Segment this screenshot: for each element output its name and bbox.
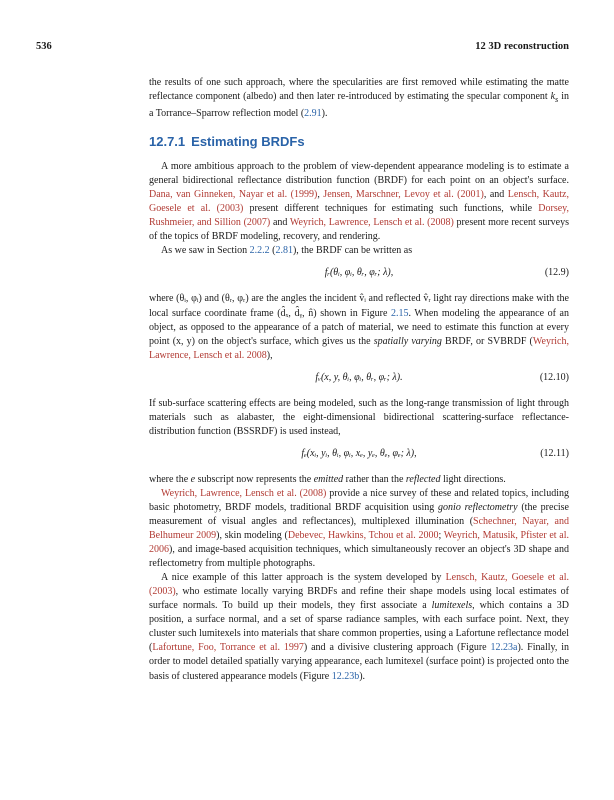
section-number: 12.7.1 — [149, 134, 186, 150]
citation-link[interactable]: Weyrich, Lawrence, Lensch et al. (2008) — [161, 487, 327, 499]
equation-12-10 — [149, 371, 569, 387]
citation-link[interactable]: Lensch, Kautz, Goesele et al. (2003) — [149, 189, 569, 215]
citation-link[interactable]: Dorsey, Rushmeier, and Sillion (2007) — [149, 203, 569, 229]
body-text — [149, 76, 569, 684]
paragraph-lumitexels: A nice example of this latter approach is the system developed by Lensch, Kautz, Goesele et al. (2003), who estimate locally varying BRDFs and refine their shape models using local estimates of surface normals. To build up their models, they first associate a lumitexels, which contains a 3D position, a surface normal, and a set of sparse radiance samples, with each surface point. Next, they cluster such lumitexels into materials that share common properties, using a Lafortune reflectance model (Lafortune, Foo, Torrance et al. 1997) and a divisive clustering approach (Figure 12.23a). Finally, in order to model detailed spatially varying appearance, each lumitexel (surface point) is projected onto the basis of clustered appearance models (Figure 12.23b). — [149, 572, 570, 682]
intro-paragraph: the results of one such approach, where the specularities are first removed while estimating the matte reflectance component (albedo) and then later re-introduced by estimating the specular component $k_s$ in a Torrance–Sparrow reflection model (2.91). — [149, 77, 569, 120]
paragraph-subscript: where the e subscript now represents the emitted rather than the reflected light directions. — [149, 473, 506, 485]
paragraph-svbrdf: where (θᵢ, φᵢ) and (θᵣ, φᵣ) are the angles the incident v̂ᵢ and reflected v̂ᵣ light ray directions make with the local surface coordinate frame (d̂ₓ, d̂ᵧ, n̂) shown in Figure 2.15. When modeling the appearance of an object, as opposed to the appearance of a patch of material, we need to estimate this function at every point (x, y) on the object's surface, which gives us the spatially varying BRDF, or SVBRDF (Weyrich, Lawrence, Lensch et al. 2008), — [149, 293, 569, 361]
figure-ref[interactable]: 12.23a — [490, 642, 518, 654]
citation-link[interactable]: Jensen, Marschner, Levoy et al. (2001) — [323, 189, 484, 201]
figure-ref[interactable]: 12.23b — [331, 670, 360, 682]
equation-ref[interactable]: 2.91 — [304, 108, 322, 120]
equation-formula: fᵣ(θᵢ, φᵢ, θᵣ, φᵣ; λ), — [324, 267, 394, 279]
equation-12-11 — [149, 447, 569, 463]
page-number: 536 — [36, 41, 52, 52]
citation-link[interactable]: Weyrich, Matusik, Pfister et al. 2006 — [149, 530, 569, 556]
section-title: Estimating BRDFs — [191, 134, 305, 150]
equation-number: (12.9) — [544, 267, 569, 279]
equation-formula: fᵥ(x, y, θᵢ, φᵢ, θᵣ, φᵣ; λ). — [315, 371, 403, 383]
citation-link[interactable]: Lafortune, Foo, Torrance et al. 1997 — [152, 642, 304, 654]
paragraph-survey: Weyrich, Lawrence, Lensch et al. (2008) provide a nice survey of these and related topics, including basic photometry, BRDF models, traditional BRDF acquisition using gonio reflectometry (the precise measurement of visual angles and reflectances), multiplexed illumination (Schechner, Nayar, and Belhumeur 2009), skin modeling (Debevec, Hawkins, Tchou et al. 2000; Weyrich, Matusik, Pfister et al. 2006), and image-based acquisition techniques, which simultaneously recover an object's 3D shape and reflectometry from multiple photographs. — [149, 487, 569, 570]
citation-link[interactable]: Schechner, Nayar, and Belhumeur 2009 — [149, 515, 569, 542]
figure-ref[interactable]: 2.15 — [391, 307, 409, 319]
running-header — [36, 41, 569, 55]
equation-number: (12.10) — [539, 371, 569, 383]
equation-number: (12.11) — [540, 447, 569, 459]
equation-12-9 — [149, 266, 569, 282]
specular-symbol: $k_s$ — [550, 91, 559, 105]
citation-link[interactable]: Weyrich, Lawrence, Lensch et al. 2008 — [149, 335, 569, 361]
section-ref[interactable]: 2.2.2 — [249, 245, 270, 257]
paragraph-brdf-intro: A more ambitious approach to the problem of view-dependent appearance modeling is to estimate a general bidirectional reflectance distribution function (BRDF) for each point on an object's surface. Dana, van Ginneken, Nayar et al. (1999), Jensen, Marschner, Levoy et al. (2001), and Lensch, Kautz, Goesele et al. (2003) present different techniques for estimating such functions, while Dorsey, Rushmeier, and Sillion (2007) and Weyrich, Lawrence, Lensch et al. (2008) present more recent surveys of the topics of BRDF modeling, recovery, and rendering. — [149, 161, 570, 243]
paragraph-bssrdf: If sub-surface scattering effects are being modeled, such as the long-range transmission of light through materials such as alabaster, the eight-dimensional bidirectional scattering-surface reflectance-distribution function (BSSRDF) is used instead, — [149, 397, 569, 437]
citation-link[interactable]: Weyrich, Lawrence, Lensch et al. (2008) — [289, 217, 454, 229]
equation-formula: fₑ(xᵢ, yᵢ, θᵢ, φᵢ, xₑ, yₑ, θₑ, φₑ; λ), — [301, 447, 417, 459]
citation-link[interactable]: Lensch, Kautz, Goesele et al. (2003) — [149, 572, 569, 598]
citation-link[interactable]: Debevec, Hawkins, Tchou et al. 2000 — [287, 530, 439, 542]
paragraph-brdf-def: As we saw in Section 2.2.2 (2.81), the BRDF can be written as — [161, 245, 413, 257]
equation-ref[interactable]: 2.81 — [275, 245, 293, 257]
chapter-title: 12 3D reconstruction — [475, 41, 569, 52]
citation-link[interactable]: Dana, van Ginneken, Nayar et al. (1999) — [149, 189, 318, 201]
section-heading — [149, 134, 569, 150]
